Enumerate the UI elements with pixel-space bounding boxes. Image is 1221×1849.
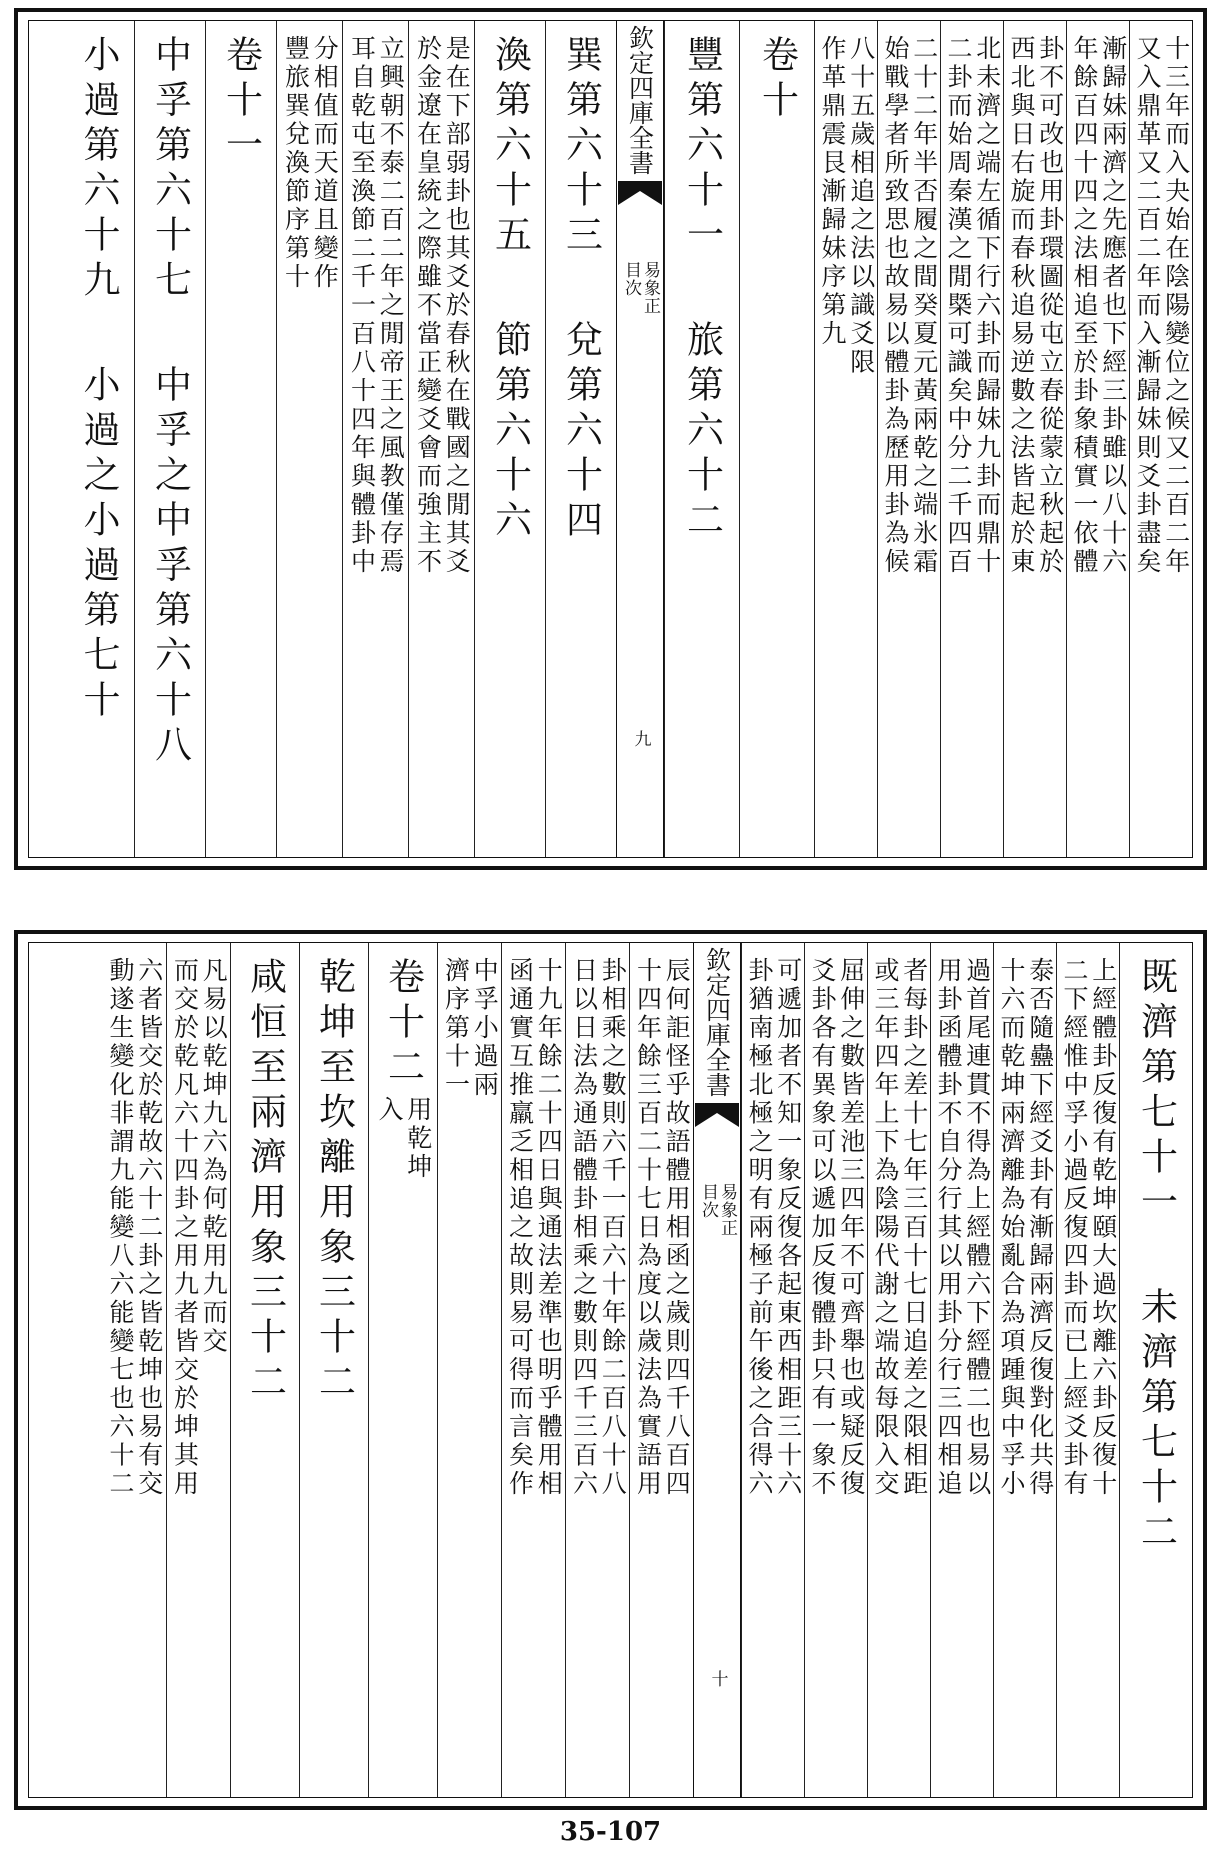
text-column: [940, 21, 1003, 857]
commentary-line: 西北與日右旋而春秋追易逆數之法皆起於東: [1007, 35, 1036, 577]
commentary-line: 日以日法為通語體卦相乘之數則四千三百六: [569, 957, 599, 1499]
text-column: [1003, 21, 1066, 857]
text-column: [629, 943, 693, 1797]
center-band: [693, 943, 741, 1797]
text-column: [545, 21, 616, 857]
section-title: 咸恒至兩濟用象三十二: [243, 957, 287, 1407]
text-column: [930, 943, 993, 1797]
lower-page: [14, 930, 1207, 1810]
band-book-title: 易象正: [717, 1183, 737, 1237]
commentary-line: 辰何詎怪乎故語體用相函之歲則四千八百四: [662, 957, 692, 1499]
hexagram-title: 既濟第七十一: [1134, 957, 1178, 1227]
text-column: [1119, 943, 1192, 1797]
commentary-line: 六者皆交於乾故六十二卦之皆乾坤也易有交: [134, 957, 164, 1499]
commentary-line: 豐旅巽兌渙節序第十: [281, 35, 311, 292]
hexagram-title: 巽第六十三: [559, 35, 603, 260]
text-column: [299, 943, 368, 1797]
text-column: [993, 943, 1056, 1797]
commentary-line: 又入鼎革又二百二年而入漸歸妹則爻卦盡矣: [1133, 35, 1162, 577]
fishtail-mark-icon: [618, 181, 662, 211]
text-column: [474, 21, 545, 857]
text-column: [501, 943, 565, 1797]
commentary-line: 是在下部弱卦也其爻於春秋在戰國之閒其爻: [442, 35, 472, 577]
volume-subnote: 用乾坤: [403, 1096, 433, 1182]
hexagram-title: 中孚第六十七: [148, 35, 192, 305]
commentary-line: 耳自乾屯至渙節二千一百八十四年與體卦中: [347, 35, 377, 577]
commentary-line: 十六而乾坤兩濟離為始亂合為項踵與中孚小: [997, 957, 1026, 1499]
section-title: 乾坤至坎離用象三十二: [312, 957, 356, 1407]
commentary-line: 十九年餘二十四日與通法差準也明乎體用相: [534, 957, 564, 1499]
commentary-line: 二下經惟中孚小過反復四卦而已上經爻卦有: [1060, 957, 1089, 1499]
center-band: [616, 21, 664, 857]
band-title: 欽定四庫全書: [702, 947, 732, 1097]
upper-page-frame: [28, 20, 1193, 858]
text-column: [276, 21, 342, 857]
commentary-line: 用卦函體卦不自分行其以用卦分行三四相追: [934, 957, 963, 1499]
fishtail-mark-icon: [695, 1103, 739, 1133]
text-column: [342, 21, 408, 857]
text-column: [1056, 943, 1119, 1797]
commentary-line: 十四年餘三百二十七日為度以歲法為實語用: [633, 957, 663, 1499]
commentary-line: 中孚小過兩: [470, 957, 500, 1100]
lower-page-frame: [28, 942, 1193, 1798]
text-column: [166, 943, 230, 1797]
commentary-line: 立興朝不泰二百二年之閒帝王之風教僅存焉: [376, 35, 406, 577]
commentary-line: 可遞加者不知一象反復各起東西相距三十六: [773, 957, 803, 1499]
volume-heading: 卷十一: [219, 35, 263, 170]
commentary-line: 卦不可改也用卦環圖從屯立春從蒙立秋起於: [1035, 35, 1065, 577]
volume-heading: 卷十二: [381, 957, 425, 1092]
commentary-line: 函通實互推羸乏相追之故則易可得而言矣作: [505, 957, 535, 1499]
commentary-line: 漸歸妹兩濟之先應者也下經三卦雖以八十六: [1098, 35, 1128, 577]
text-column: [205, 21, 276, 857]
commentary-line: 或三年四年上下為陰陽代謝之端故每限入交: [871, 957, 900, 1499]
hexagram-title: 豐第六十一: [680, 35, 724, 260]
commentary-line: 過首尾連貫不得為上經體六下經體二也易以: [962, 957, 992, 1499]
commentary-line: 分相值而天道且變作: [310, 35, 340, 292]
hexagram-title: 小過之小過第七十: [77, 365, 120, 725]
commentary-line: 於金遼在皇統之際雖不當正變爻會而強主不: [413, 35, 443, 577]
band-section: 目次: [698, 1183, 718, 1219]
hexagram-title: 節第六十六: [488, 320, 532, 545]
commentary-line: 上經體卦反復有乾坤頤大過坎離六卦反復十: [1088, 957, 1118, 1499]
hexagram-title: 兌第六十四: [559, 320, 603, 545]
commentary-line: 泰否隨蠱下經爻卦有漸歸兩濟反復對化共得: [1025, 957, 1055, 1499]
text-column: [1066, 21, 1129, 857]
commentary-line: 爻卦各有異象可以遞加反復體卦只有一象不: [808, 957, 837, 1499]
text-column: [230, 943, 299, 1797]
hexagram-title: 小過第六十九: [77, 35, 120, 305]
commentary-line: 屈伸之數皆差池三四年不可齊舉也或疑反復: [836, 957, 866, 1499]
page-code: 35-107: [559, 1817, 662, 1847]
commentary-line: 而交於乾凡六十四卦之用九者皆交於坤其用: [170, 957, 200, 1499]
commentary-line: 年餘百四十四之法相追至於卦象積實一依體: [1070, 35, 1099, 577]
text-column: [565, 943, 629, 1797]
commentary-line: 卦相乘之數則六千一百六十年餘二百八十八: [598, 957, 628, 1499]
volume-heading: 卷十: [755, 35, 799, 125]
commentary-line: 北未濟之端左循下行六卦而歸妹九卦而鼎十: [972, 35, 1002, 577]
band-subtitle: [699, 1183, 735, 1237]
text-column: [741, 943, 804, 1797]
text-column: [664, 21, 739, 857]
text-column: [1129, 21, 1192, 857]
text-column: [739, 21, 814, 857]
band-subtitle: [622, 261, 658, 315]
commentary-line: 卦猶南極北極之明有兩極子前午後之合得六: [745, 957, 774, 1499]
commentary-line: 二卦而始周秦漢之閒槩可識矣中分二千四百: [944, 35, 973, 577]
band-page-number: 十: [707, 1670, 728, 1687]
band-section: 目次: [621, 261, 641, 297]
text-column: [134, 21, 205, 857]
commentary-line: 始戰學者所致思也故易以體卦為歷用卦為候: [881, 35, 910, 577]
volume-subnote: 入: [375, 1096, 404, 1125]
hexagram-title: 中孚之中孚第六十八: [148, 365, 192, 770]
text-column: [867, 943, 930, 1797]
commentary-line: 八十五歲相追之法以識爻限: [846, 35, 876, 377]
text-column: [102, 943, 166, 1797]
text-column: [408, 21, 474, 857]
hexagram-title: 旅第六十二: [680, 320, 724, 545]
hexagram-title: 未濟第七十二: [1134, 1287, 1178, 1557]
commentary-line: 作革鼎震艮漸歸妹序第九: [818, 35, 847, 349]
text-column: [63, 21, 134, 857]
text-column: [877, 21, 940, 857]
commentary-line: 二十二年半否履之間癸夏元黃兩乾之端氷霜: [909, 35, 939, 577]
commentary-line: 動遂生變化非謂九能變八六能變七也六十二: [106, 957, 135, 1499]
band-book-title: 易象正: [640, 261, 660, 315]
commentary-line: 凡易以乾坤九六為何乾用九而交: [199, 957, 229, 1356]
band-title: 欽定四庫全書: [625, 25, 655, 175]
hexagram-title: 渙第六十五: [488, 35, 532, 260]
text-column: [814, 21, 877, 857]
text-column: [804, 943, 867, 1797]
text-column: [368, 943, 437, 1797]
band-page-number: 九: [630, 730, 651, 747]
text-column: [437, 943, 501, 1797]
commentary-line: 十三年而入夬始在陰陽變位之候又二百二年: [1161, 35, 1191, 577]
upper-page: [14, 8, 1207, 870]
commentary-line: 濟序第十一: [441, 957, 471, 1100]
commentary-line: 者每卦之差十七年三百十七日追差之限相距: [899, 957, 929, 1499]
